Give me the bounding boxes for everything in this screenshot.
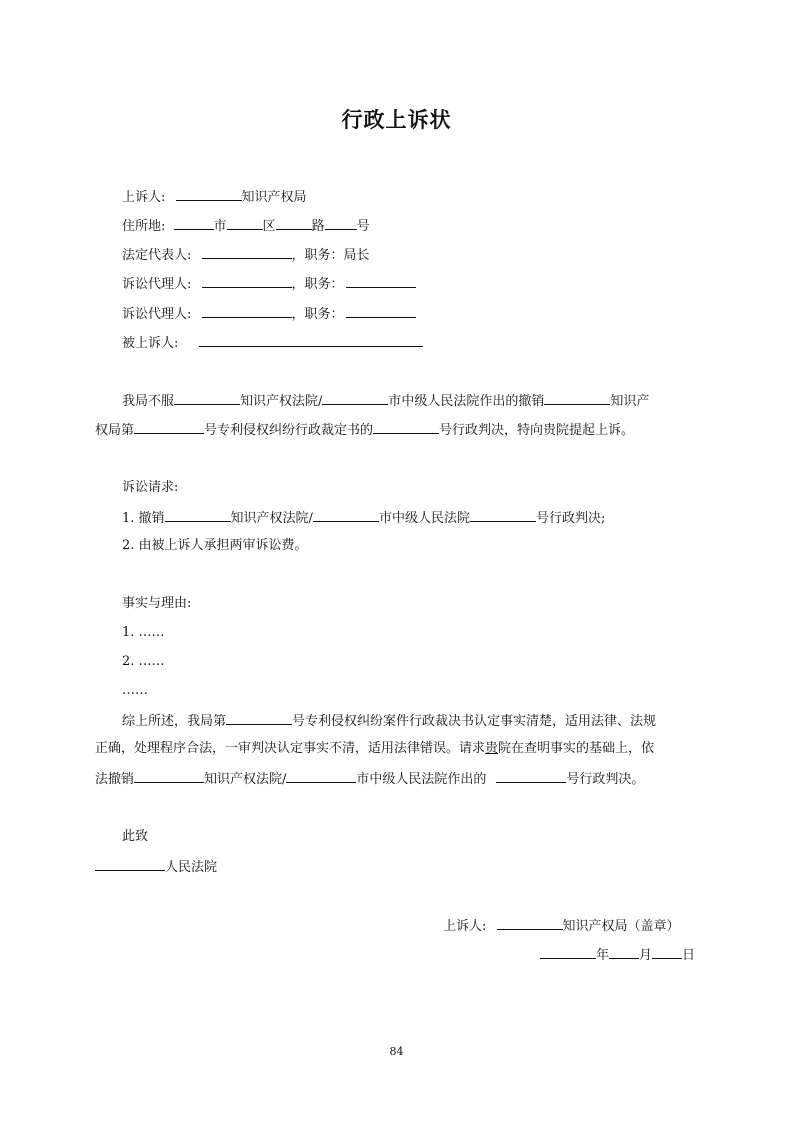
year-blank[interactable] — [540, 945, 596, 959]
address-district: 区 — [262, 219, 276, 234]
summary-text: 综上所述，我局第 — [122, 714, 227, 729]
agent2-label: 诉讼代理人: — [122, 307, 192, 322]
closing-court — [95, 857, 217, 877]
court-suffix: 人民法院 — [165, 860, 218, 875]
address-line — [122, 216, 370, 236]
address-label: 住所地: — [122, 219, 166, 234]
agent2-position-label: ，职务： — [291, 307, 344, 322]
summary-text: 号行政判决。 — [566, 772, 645, 787]
address-road: 路 — [311, 219, 325, 234]
month-blank[interactable] — [609, 945, 639, 959]
address-district-blank[interactable] — [227, 216, 263, 230]
intro-blank-3[interactable] — [544, 391, 610, 405]
signature-name-blank[interactable] — [497, 916, 563, 930]
agent1-position-blank[interactable] — [346, 274, 416, 288]
claim-1 — [122, 508, 605, 528]
summary-text: 法撤销 — [95, 772, 135, 787]
intro-text: 市中级人民法院作出的撤销 — [388, 394, 545, 409]
intro-blank-4[interactable] — [134, 420, 204, 434]
agent1-label: 诉讼代理人: — [122, 277, 192, 292]
intro-text: 知识产 — [610, 394, 650, 409]
month-label: 月 — [639, 948, 653, 963]
claim-1-blank-2[interactable] — [313, 508, 379, 522]
closing-to: 此致 — [122, 829, 149, 844]
claim-text: 1. 撤销 — [122, 511, 165, 526]
date-line — [540, 945, 695, 965]
claim-text: 市中级人民法院 — [378, 511, 470, 526]
intro-line-2 — [95, 420, 634, 440]
claims-heading: 诉讼请求: — [122, 480, 179, 495]
intro-blank-1[interactable] — [174, 391, 240, 405]
summary-line-3 — [95, 769, 644, 789]
agent2-position-blank[interactable] — [346, 304, 416, 318]
day-blank[interactable] — [652, 945, 682, 959]
agent1-line — [122, 274, 416, 294]
summary-underlined-char: 贵 — [485, 741, 499, 756]
summary-blank-1[interactable] — [226, 711, 292, 725]
appellee-label: 被上诉人: — [122, 336, 179, 351]
claim-2: 2. 由被上诉人承担两审诉讼费。 — [122, 538, 308, 553]
summary-text: 知识产权法院/ — [204, 772, 287, 787]
summary-line-2 — [95, 740, 654, 758]
reason-ellipsis: …… — [122, 683, 148, 698]
agent1-name-blank[interactable] — [202, 274, 292, 288]
page-number: 84 — [389, 1045, 404, 1058]
day-label: 日 — [682, 948, 696, 963]
claim-text: 号行政判决; — [535, 511, 606, 526]
signature-label: 上诉人: — [443, 919, 487, 934]
agent2-line — [122, 304, 416, 324]
court-name-blank[interactable] — [95, 857, 165, 871]
address-number-blank[interactable] — [325, 216, 357, 230]
agent1-position-label: ，职务： — [291, 277, 344, 292]
agent2-name-blank[interactable] — [202, 304, 292, 318]
claim-1-blank-1[interactable] — [165, 508, 231, 522]
appellant-suffix: 知识产权局 — [241, 190, 307, 205]
summary-text: 院在查明事实的基础上，依 — [498, 741, 655, 756]
summary-text: 号专利侵权纠纷案件行政裁决书认定事实清楚，适用法律、法规 — [292, 714, 657, 729]
reasons-heading: 事实与理由: — [122, 596, 192, 611]
summary-line-1 — [122, 711, 656, 731]
address-number: 号 — [356, 219, 370, 234]
summary-blank-2[interactable] — [134, 769, 204, 783]
summary-text: 正确，处理程序合法，一审判决认定事实不清，适用法律错误。请求 — [95, 741, 486, 756]
appellee-name-blank[interactable] — [199, 333, 423, 347]
appellant-line — [122, 187, 307, 207]
appellee-line — [122, 333, 423, 353]
signature-line — [443, 916, 680, 936]
legal-rep-position: ，职务：局长 — [291, 248, 370, 263]
signature-suffix: 知识产权局（盖章） — [562, 919, 680, 934]
reason-1: 1. …… — [122, 625, 165, 640]
legal-rep-line — [122, 245, 370, 265]
intro-line-1 — [122, 391, 649, 411]
intro-text: 权局第 — [95, 423, 135, 438]
intro-text: 我局不服 — [122, 394, 175, 409]
year-label: 年 — [596, 948, 610, 963]
document-title: 行政上诉状 — [341, 108, 452, 132]
appellant-label: 上诉人: — [122, 190, 166, 205]
address-city: 市 — [213, 219, 227, 234]
legal-rep-blank[interactable] — [202, 245, 292, 259]
appellant-name-blank[interactable] — [176, 187, 242, 201]
intro-text: 号行政判决，特向贵院提起上诉。 — [439, 423, 635, 438]
intro-text: 知识产权法院/ — [240, 394, 323, 409]
reason-2: 2. …… — [122, 654, 165, 669]
intro-text: 号专利侵权纠纷行政裁定书的 — [204, 423, 374, 438]
address-city-blank[interactable] — [174, 216, 214, 230]
intro-blank-2[interactable] — [322, 391, 388, 405]
summary-blank-4[interactable] — [496, 769, 566, 783]
summary-text: 市中级人民法院作出的 — [356, 772, 487, 787]
summary-blank-3[interactable] — [286, 769, 356, 783]
claim-text: 知识产权法院/ — [230, 511, 313, 526]
legal-rep-label: 法定代表人: — [122, 248, 192, 263]
intro-blank-5[interactable] — [373, 420, 439, 434]
address-road-blank[interactable] — [276, 216, 312, 230]
claim-1-blank-3[interactable] — [470, 508, 536, 522]
